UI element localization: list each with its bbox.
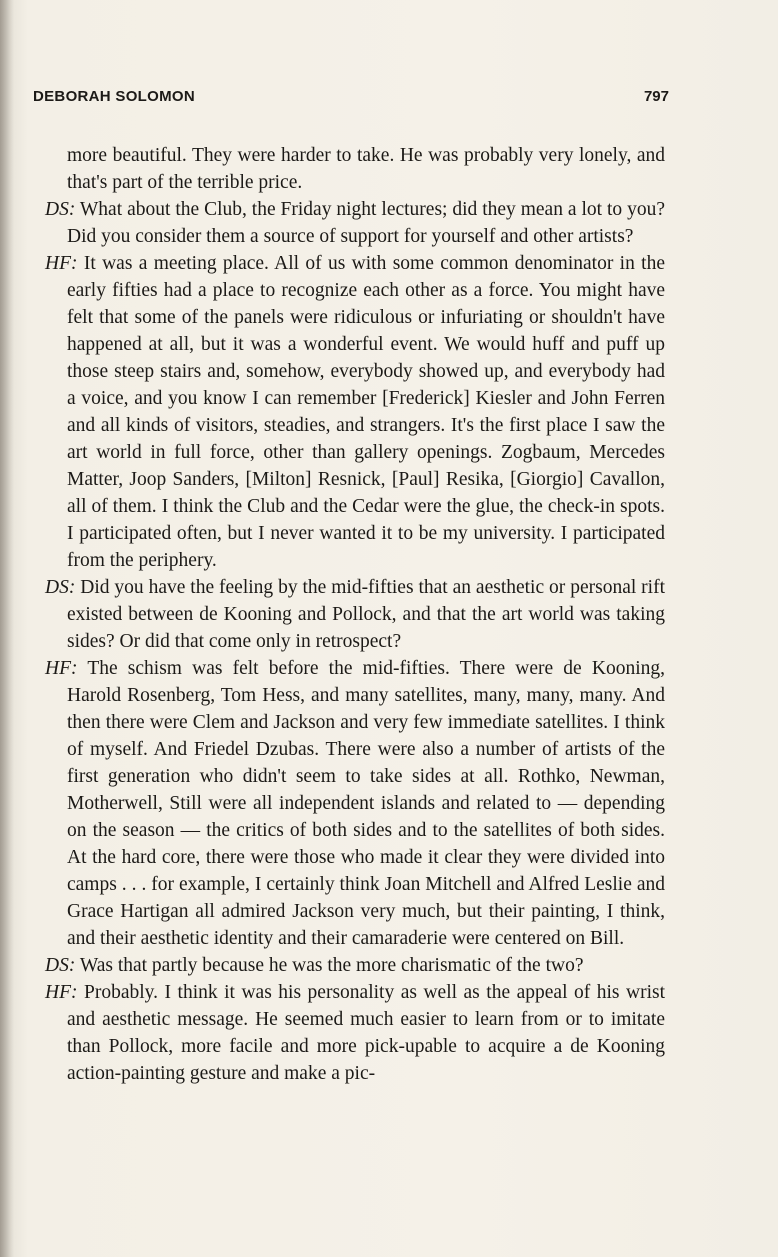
paragraph-ds-question [45, 952, 665, 979]
body-text [45, 142, 665, 1087]
speaker-label: HF: [45, 658, 78, 679]
paragraph-continuation [45, 142, 665, 196]
speaker-label: DS: [45, 577, 76, 598]
speaker-label: HF: [45, 982, 78, 1003]
paragraph-text: The schism was felt before the mid-fifties. There were de Kooning, Harold Rosenberg, Tom Hess, and many satellites, many, many, many. And then there were Clem and Jackson and very few immediate satellites. I think of myself. And Friedel Dzubas. There were also a number of artists of the first generation who didn't seem to take sides at all. Rothko, Newman, Motherwell, Still were all independent islands and related to — depending on the season — the critics of both sides and to the satellites of both sides. At the hard core, there were those who made it clear they were divided into camps . . . for example, I certainly think Joan Mitchell and Alfred Leslie and Grace Hartigan all admired Jackson very much, but their painting, I think, and their aesthetic identity and their camaraderie were centered on Bill. [67, 658, 665, 949]
paragraph-ds-question [45, 574, 665, 655]
speaker-label: DS: [45, 955, 76, 976]
speaker-label: HF: [45, 253, 78, 274]
paragraph-hf-answer [45, 250, 665, 574]
paragraph-hf-answer [45, 655, 665, 952]
paragraph-text: Did you have the feeling by the mid-fifties that an aesthetic or personal rift existed between de Kooning and Pollock, and that the art world was taking sides? Or did that come only in retrospect? [67, 577, 665, 652]
speaker-label: DS: [45, 199, 76, 220]
page-number: 797 [643, 88, 669, 105]
paragraph-text: more beautiful. They were harder to take. He was probably very lonely, and that's part of the terrible price. [67, 145, 665, 193]
paragraph-ds-question [45, 196, 665, 250]
running-head-title: DEBORAH SOLOMON [33, 88, 195, 105]
paragraph-text: Probably. I think it was his personality as well as the appeal of his wrist and aesthetic message. He seemed much easier to learn from or to imitate than Pollock, more facile and more pick-upable to acquire a de Kooning action-painting gesture and make a pic- [67, 982, 666, 1084]
running-head [33, 88, 669, 110]
paragraph-text: Was that partly because he was the more charismatic of the two? [79, 955, 584, 976]
paragraph-hf-answer [45, 979, 665, 1087]
paragraph-text: What about the Club, the Friday night lectures; did they mean a lot to you? Did you consider them a source of support for yourself and other artists? [67, 199, 665, 247]
paragraph-text: It was a meeting place. All of us with some common denominator in the early fifties had a place to recognize each other as a force. You might have felt that some of the panels were ridiculous or infuriating or shouldn't have happened at all, but it was a wonderful event. We would huff and puff up those steep stairs and, somehow, everybody showed up, and everybody had a voice, and you know I can remember [Frederick] Kiesler and John Ferren and all kinds of visitors, steadies, and strangers. It's the first place I saw the art world in full force, other than gallery openings. Zogbaum, Mercedes Matter, Joop Sanders, [Milton] Resnick, [Paul] Resika, [Giorgio] Cavallon, all of them. I think the Club and the Cedar were the glue, the check-in spots. I participated often, but I never wanted it to be my university. I participated from the periphery. [67, 253, 665, 571]
gutter-shadow [0, 0, 14, 1257]
